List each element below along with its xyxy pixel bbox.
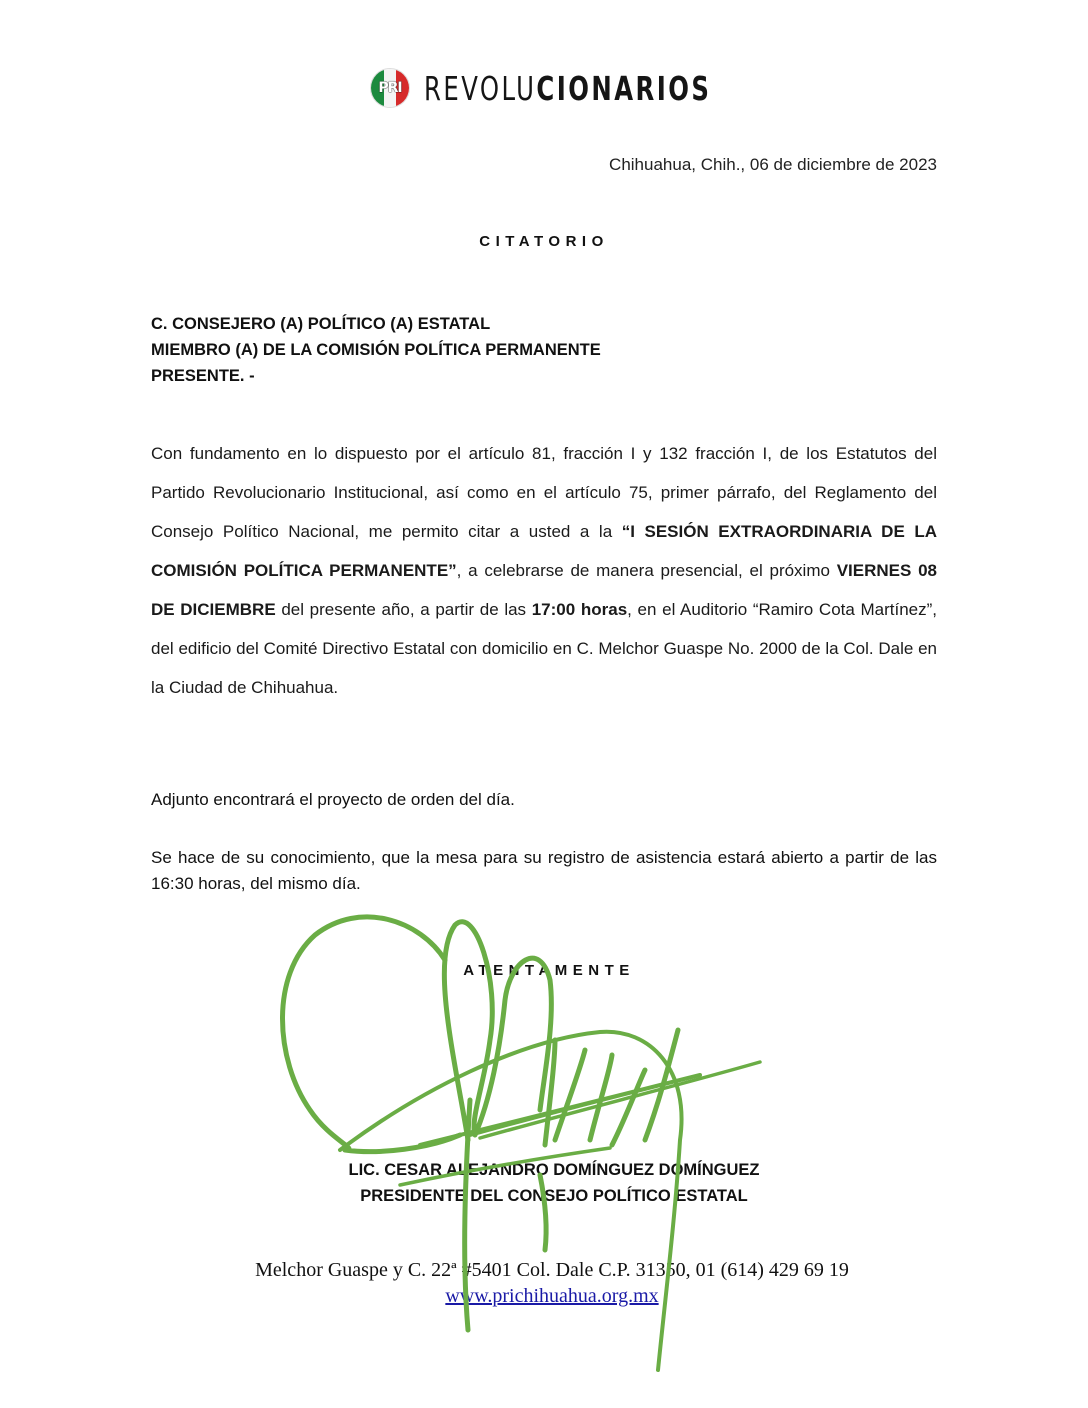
pri-emblem-icon: PRI (370, 68, 410, 108)
main-paragraph: Con fundamento en lo dispuesto por el artículo 81, fracción I y 132 fracción I, de los Estatutos del Partido Revolucionario Institucional, así como en el artículo 75, primer párrafo, del Reglamento del Consejo Político Nacional, me permito citar a usted a la “I SESIÓN EXTRAORDINARIA DE LA COMISIÓN POLÍTICA PERMANENTE”, a celebrarse de manera presencial, el próximo VIERNES 08 DE DICIEMBRE del presente año, a partir de las 17:00 horas, en el Auditorio “Ramiro Cota Martínez”, del edificio del Comité Directivo Estatal con domicilio en C. Melchor Guaspe No. 2000 de la Col. Dale en la Ciudad de Chihuahua. (151, 444, 938, 697)
registration-paragraph: Se hace de su conocimiento, que la mesa para su registro de asistencia estará abierto a partir de las 16:30 horas, del mismo día. (151, 848, 937, 893)
footer (0, 1257, 1088, 1309)
addressee-line-1: C. CONSEJERO (A) POLÍTICO (A) ESTATAL (151, 315, 491, 333)
document-title: CITATORIO (479, 233, 609, 250)
website-link[interactable]: www.prichihuahua.org.mx (445, 1285, 659, 1307)
signer-name: LIC. CESAR ALEJANDRO DOMÍNGUEZ DOMÍNGUEZ (348, 1161, 760, 1179)
date-line: Chihuahua, Chih., 06 de diciembre de 2023 (609, 155, 937, 174)
party-logo (370, 68, 775, 108)
addressee-line-2: MIEMBRO (A) DE LA COMISIÓN POLÍTICA PERMANENTE (151, 341, 601, 359)
logo-wordmark: REVOLUCIONARIOS (424, 68, 712, 108)
attachment-paragraph: Adjunto encontrará el proyecto de orden del día. (151, 790, 515, 809)
signer-block (0, 1157, 1088, 1209)
session-name: “I SESIÓN EXTRAORDINARIA DE LA COMISIÓN POLÍTICA PERMANENTE” (151, 522, 938, 580)
addressee-line-3: PRESENTE. - (151, 367, 255, 385)
closing-salutation: ATENTAMENTE (463, 962, 635, 979)
session-date: VIERNES 08 DE DICIEMBRE (151, 561, 937, 619)
addressee-block (151, 311, 601, 389)
footer-address: Melchor Guaspe y C. 22ª #5401 Col. Dale C.P. 31350, 01 (614) 429 69 19 (255, 1259, 849, 1281)
session-time: 17:00 horas (531, 600, 628, 619)
signer-position: PRESIDENTE DEL CONSEJO POLÍTICO ESTATAL (360, 1187, 748, 1205)
